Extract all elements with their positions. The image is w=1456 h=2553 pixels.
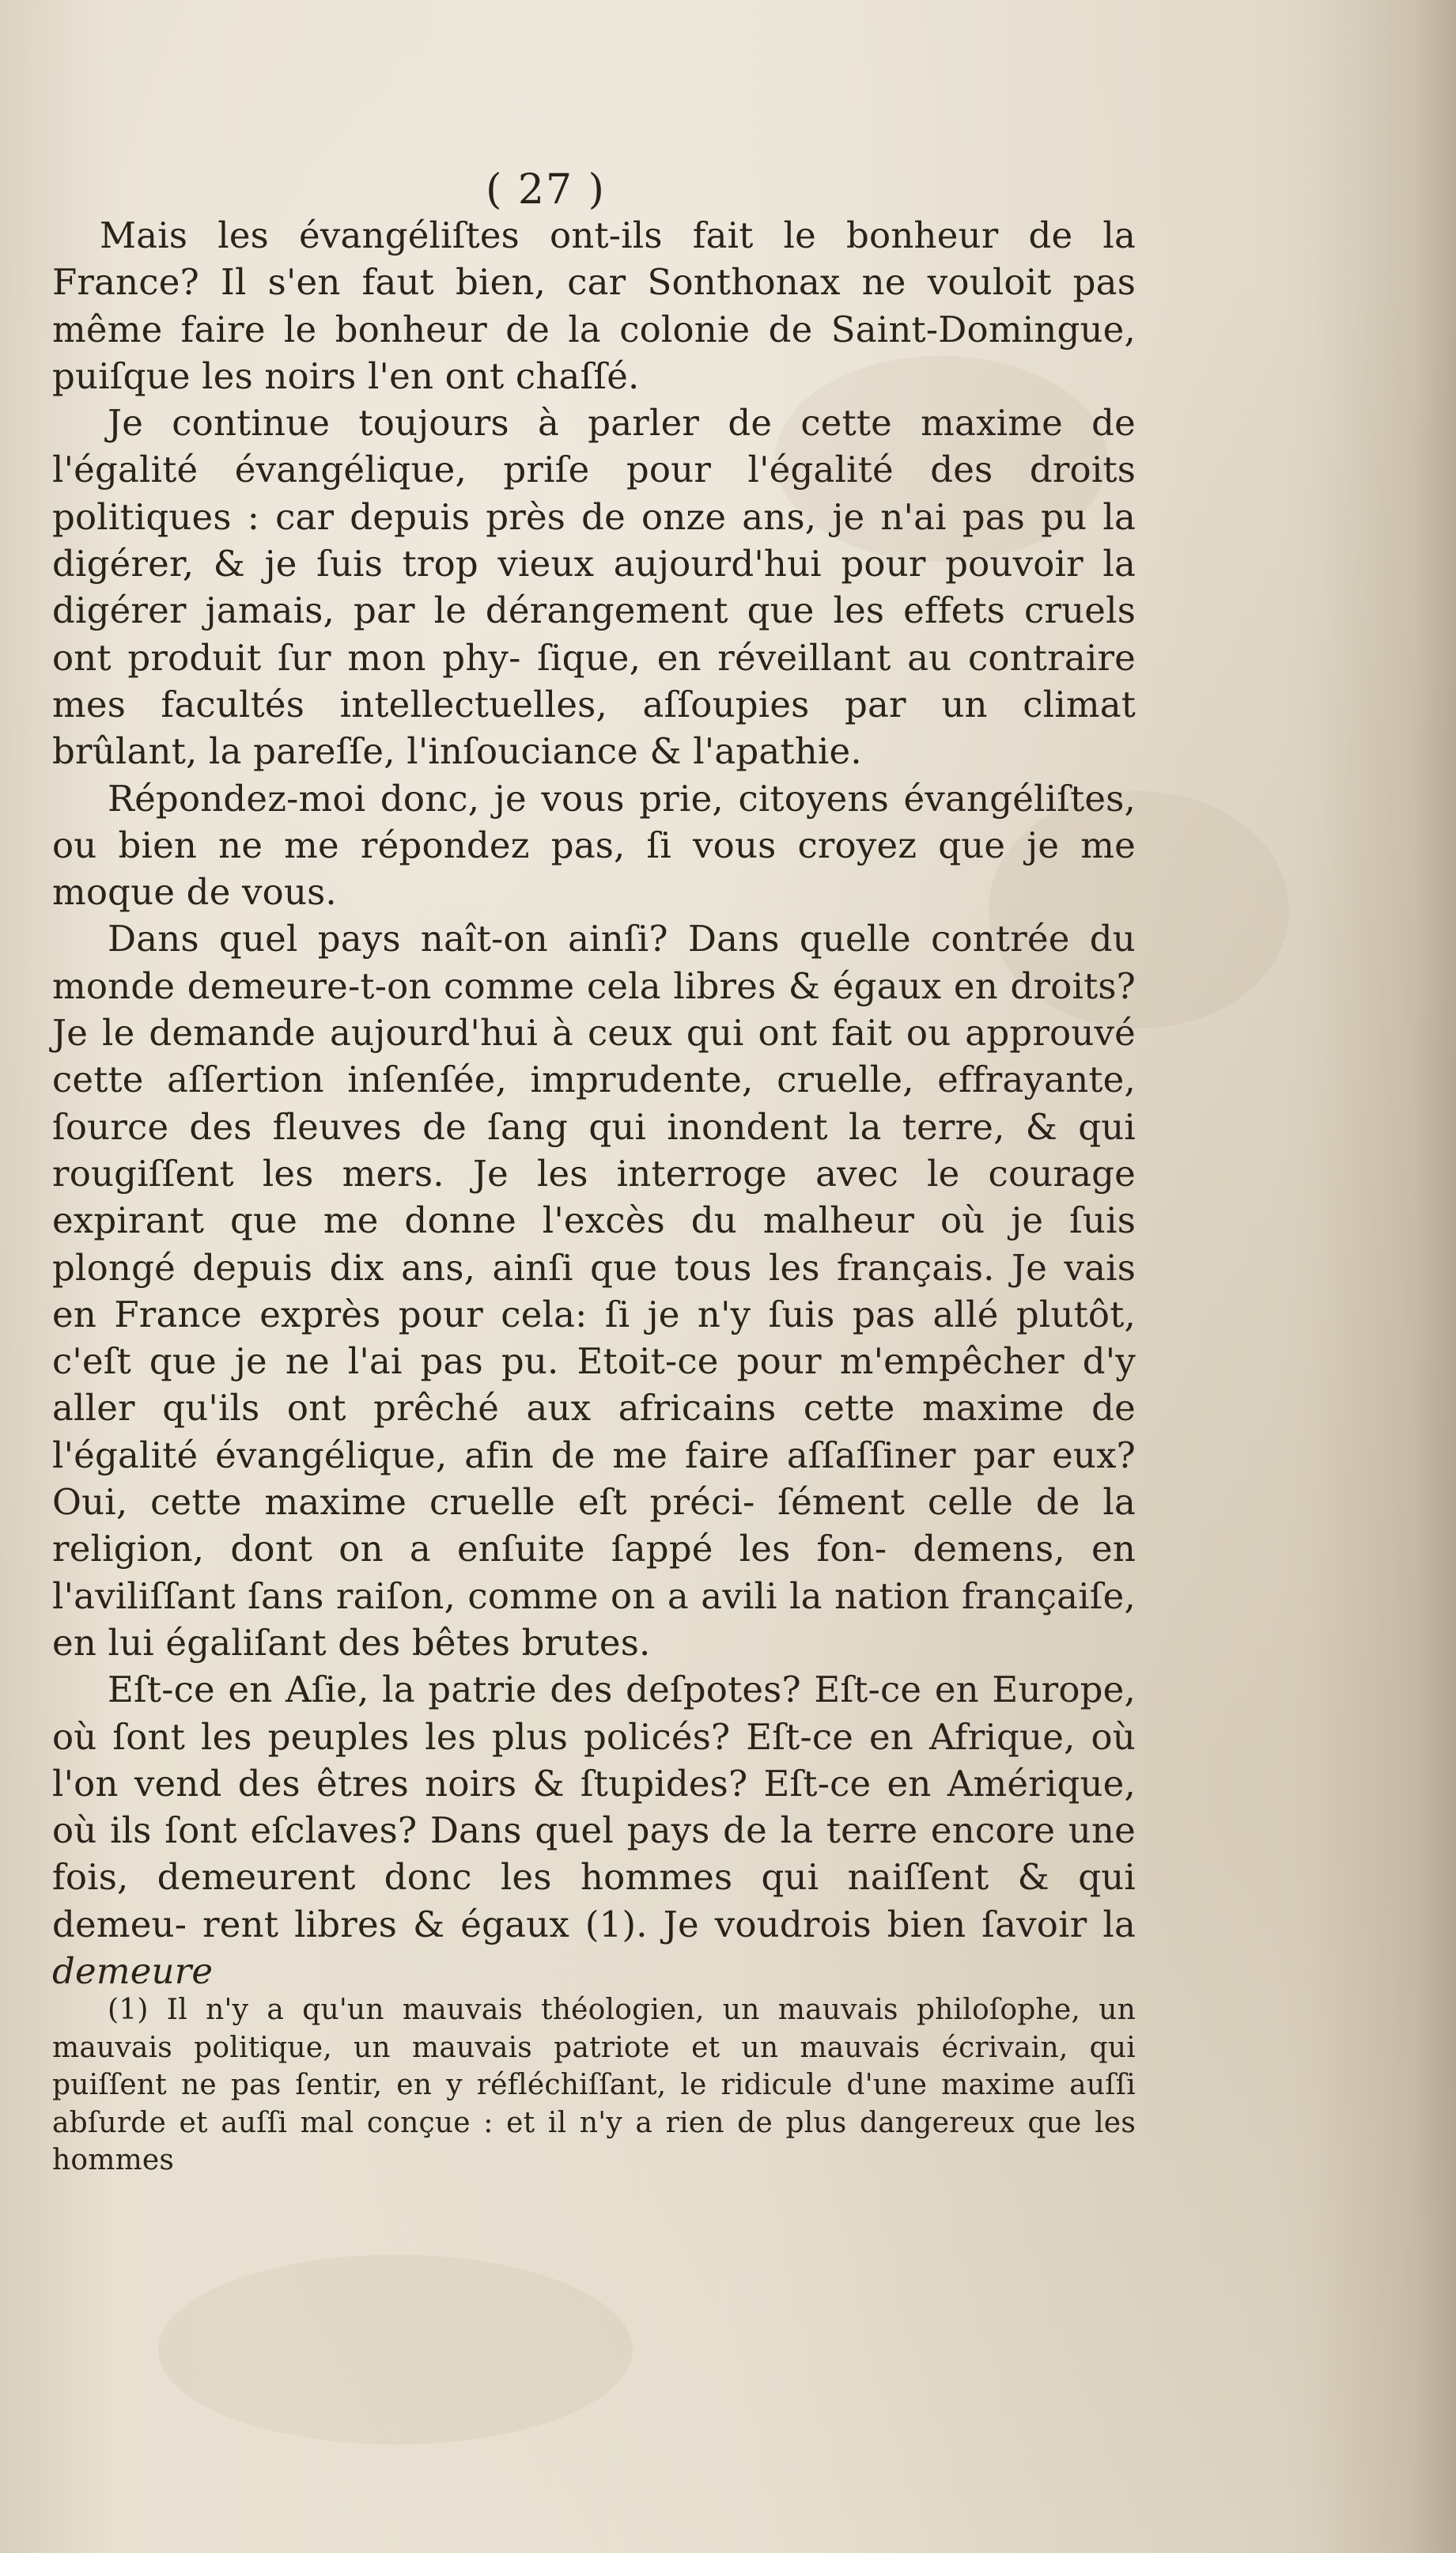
body-text [52, 212, 1136, 1994]
page-number: ( 27 ) [486, 166, 606, 214]
paragraph-last [52, 1666, 1136, 1994]
paragraph: Je continue toujours à parler de cette maxime de l'égalité évangélique, priſe pour l'égalité des droits politiques : car depuis près de onze ans, je n'ai pas pu la digérer, & je ſuis trop vieux aujourd'hui pour pouvoir la digérer jamais, par le dérangement que les effets cruels ont produit ſur mon phy- ſique, en réveillant au contraire mes facultés intellectuelles, aſſoupies par un climat brûlant, la pareſſe, l'inſouciance & l'apathie. [52, 402, 1136, 773]
paper-stain [158, 2255, 633, 2445]
paragraph: Dans quel pays naît-on ainſi? Dans quelle contrée du monde demeure-t-on comme cela libres & égaux en droits? Je le demande aujourd'hui à ceux qui ont fait ou approuvé cette aſſertion inſenſée, imprudente, cruelle, effrayante, ſource des fleuves de ſang qui inondent la terre, & qui rougiſſent les mers. Je les interroge avec le courage expirant que me donne l'excès du malheur où je ſuis plongé depuis dix ans, ainſi que tous les français. Je vais en France exprès pour cela: ſi je n'y ſuis pas allé plutôt, c'eſt que je ne l'ai pas pu. Etoit-ce pour m'empêcher d'y aller qu'ils ont prêché aux africains cette maxime de l'égalité évangélique, afin de me faire aſſaſſiner par eux? Oui, cette maxime cruelle eſt préci- ſément celle de la religion, dont on a enſuite ſappé les fon- demens, en l'aviliſſant ſans raiſon, comme on a avili la nation françaiſe, en lui égaliſant des bêtes brutes. [52, 918, 1136, 1664]
paragraph: Répondez-moi donc, je vous prie, citoyens évangéliſtes, ou bien ne me répondez pas, ſi vous croyez que je me moque de vous. [52, 777, 1136, 914]
catchword-italic: demeure [52, 1949, 214, 1992]
footnote: (1) Il n'y a qu'un mauvais théologien, un mauvais philoſophe, un mauvais politique, un mauvais patriote et un mauvais écrivain, qui puiſſent ne pas ſentir, en y réfléchiſſant, le ridicule d'une maxime auſſi abſurde et auſſi mal conçue : et il n'y a rien de plus dangereux que les hommes [52, 1994, 1136, 2176]
page-fold-shadow [1314, 0, 1456, 2553]
paragraph: Mais les évangéliſtes ont-ils fait le bonheur de la France? Il s'en faut bien, car Sonthonax ne vouloit pas même faire le bonheur de la colonie de Saint-Domingue, puiſque les noirs l'en ont chaſſé. [52, 214, 1136, 397]
footnote-section [52, 1991, 1136, 2180]
paragraph-text: Eſt-ce en Aſie, la patrie des deſpotes? Eſt-ce en Europe, où ſont les peuples les plus policés? Eſt-ce en Afrique, où l'on vend des êtres noirs & ſtupides? Eſt-ce en Amérique, où ils ſont eſclaves? Dans quel pays de la terre encore une fois, demeurent donc les hommes qui naiſſent & qui demeu- rent libres & égaux (1). Je voudrois bien ſavoir la [52, 1669, 1136, 1945]
